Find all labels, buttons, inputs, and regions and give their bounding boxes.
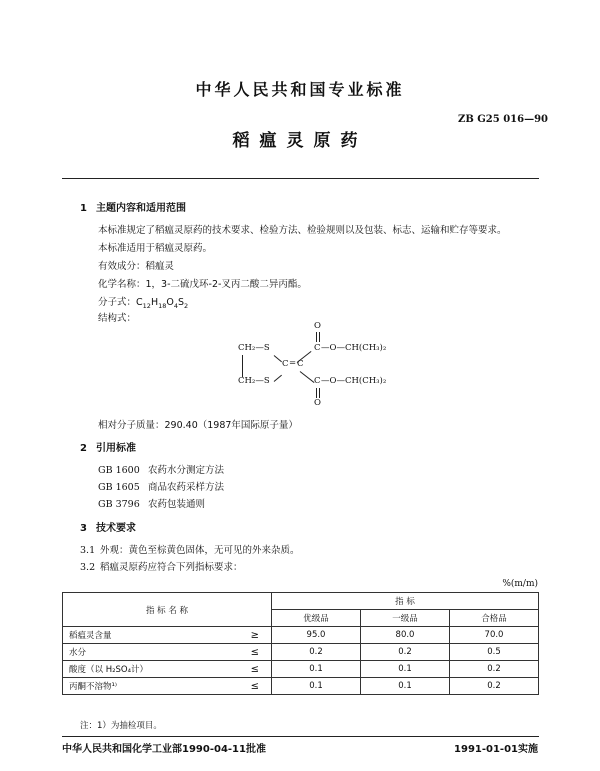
section-1-para-1: 本标准规定了稻瘟灵原药的技术要求、检验方法、检验规则以及包装、标志、运输和贮存等要求。 (98, 225, 507, 236)
row-value: 0.5 (450, 644, 539, 661)
ester-bottom: —O—CH(CH₃)₂ (321, 376, 387, 386)
double-bond: = (289, 358, 297, 368)
carbonyl-o-bottom: O (314, 398, 321, 408)
row-value: 80.0 (361, 627, 450, 644)
row-value: 0.2 (361, 644, 450, 661)
document-title: 稻瘟灵原药 (232, 131, 368, 151)
header-index: 指 标 (272, 593, 539, 610)
reference-code: GB 3796 (98, 499, 140, 510)
table-unit: %(m/m) (502, 579, 538, 589)
structure-label: 结构式： (98, 313, 137, 324)
row-value: 70.0 (450, 627, 539, 644)
section-2-number: 2 (80, 443, 87, 454)
row-name: 稻瘟灵含量 (63, 627, 236, 644)
formula-c: C (136, 297, 143, 308)
row-name: 丙酮不溶物¹⁾ (63, 678, 236, 695)
chemical-name: 化学名称：1，3-二硫戊环-2-叉丙二酸二异丙酯。 (98, 279, 307, 290)
carbon-ring: C (282, 359, 289, 369)
reference-title: 农药水分测定方法 (148, 465, 225, 476)
double-bond-bottom-b (319, 388, 320, 398)
formula-s-count: 2 (184, 301, 189, 310)
header-index-name: 指 标 名 称 (63, 593, 272, 627)
standard-code: ZB G25 016—90 (458, 114, 548, 125)
ch2-s-bottom: CH₂—S (238, 376, 270, 386)
reference-title: 商品农药采样方法 (148, 482, 225, 493)
reference-item (98, 496, 205, 510)
table-note: 注：1）为抽检项目。 (80, 721, 162, 731)
approval-line: 中华人民共和国化学工业部1990-04-11批准 (62, 744, 266, 755)
carbonyl-o-top: O (314, 321, 321, 331)
row-value: 0.1 (272, 661, 361, 678)
row-value: 0.1 (361, 678, 450, 695)
bond-to-bottom-c (300, 371, 315, 383)
reference-code: GB 1605 (98, 482, 140, 493)
formula-o-count: 4 (173, 301, 178, 310)
section-2-title: 引用标准 (96, 443, 136, 454)
double-bond-bottom-a (316, 388, 317, 398)
header-rule (62, 178, 539, 179)
molecular-formula (98, 294, 188, 310)
formula-c-count: 12 (142, 301, 151, 310)
clause-text: 外观：黄色至棕黄色固体，无可见的外来杂质。 (100, 545, 300, 556)
clause-3-1 (80, 542, 300, 556)
reference-item (98, 462, 224, 476)
formula-h-count: 18 (158, 301, 167, 310)
row-value: 0.2 (450, 678, 539, 695)
ring-bond-left (242, 355, 243, 377)
ester-top: —O—CH(CH₃)₂ (321, 343, 387, 353)
formula-o: O (166, 297, 174, 308)
clause-3-2 (80, 559, 243, 573)
row-name: 酸度（以 H₂SO₄计） (63, 661, 236, 678)
ch2-s-top: CH₂—S (238, 343, 270, 353)
row-value: 0.2 (272, 644, 361, 661)
section-3-heading (80, 519, 136, 534)
standard-type: 中华人民共和国专业标准 (195, 80, 405, 99)
formula-s: S (178, 297, 185, 308)
formula-label: 分子式： (98, 297, 137, 308)
molecular-mass: 相对分子质量：290.40（1987年国际原子量） (98, 420, 298, 431)
section-1-heading (80, 199, 186, 214)
reference-title: 农药包装通则 (148, 499, 206, 510)
row-symbol: ≤ (235, 644, 272, 661)
clause-number: 3.1 (80, 545, 96, 556)
grade-superior: 优级品 (272, 610, 361, 627)
footer-rule (62, 736, 539, 737)
row-symbol: ≥ (235, 627, 272, 644)
specification-table (62, 592, 539, 695)
double-bond-top-a (316, 332, 317, 342)
carbon-bottom: C (314, 376, 321, 386)
table-row (63, 644, 539, 661)
reference-code: GB 1600 (98, 465, 140, 476)
table-header-row (63, 593, 539, 610)
section-1-number: 1 (80, 203, 87, 214)
table-row (63, 678, 539, 695)
formula-h: H (150, 297, 159, 308)
row-symbol: ≤ (235, 661, 272, 678)
section-1-para-2: 本标准适用于稻瘟灵原药。 (98, 243, 213, 254)
ring-bond-top (274, 355, 282, 362)
row-value: 0.1 (272, 678, 361, 695)
section-1-title: 主题内容和适用范围 (96, 203, 186, 214)
table-row (63, 627, 539, 644)
row-value: 0.1 (361, 661, 450, 678)
carbon-top: C (314, 343, 321, 353)
implementation-date: 1991-01-01实施 (454, 744, 538, 755)
row-value: 0.2 (450, 661, 539, 678)
row-symbol: ≤ (235, 678, 272, 695)
grade-qualified: 合格品 (450, 610, 539, 627)
row-value: 95.0 (272, 627, 361, 644)
carbon-center: C (297, 359, 304, 369)
grade-first: 一级品 (361, 610, 450, 627)
reference-item (98, 479, 224, 493)
clause-number: 3.2 (80, 562, 96, 573)
row-name: 水分 (63, 644, 236, 661)
active-ingredient: 有效成分：稻瘟灵 (98, 261, 175, 272)
section-3-title: 技术要求 (96, 523, 136, 534)
clause-text: 稻瘟灵原药应符合下列指标要求： (100, 562, 243, 573)
section-3-number: 3 (80, 523, 87, 534)
table-row (63, 661, 539, 678)
section-2-heading (80, 439, 136, 454)
ring-bond-bottom (274, 375, 282, 382)
double-bond-top-b (319, 332, 320, 342)
structural-formula (228, 318, 408, 413)
